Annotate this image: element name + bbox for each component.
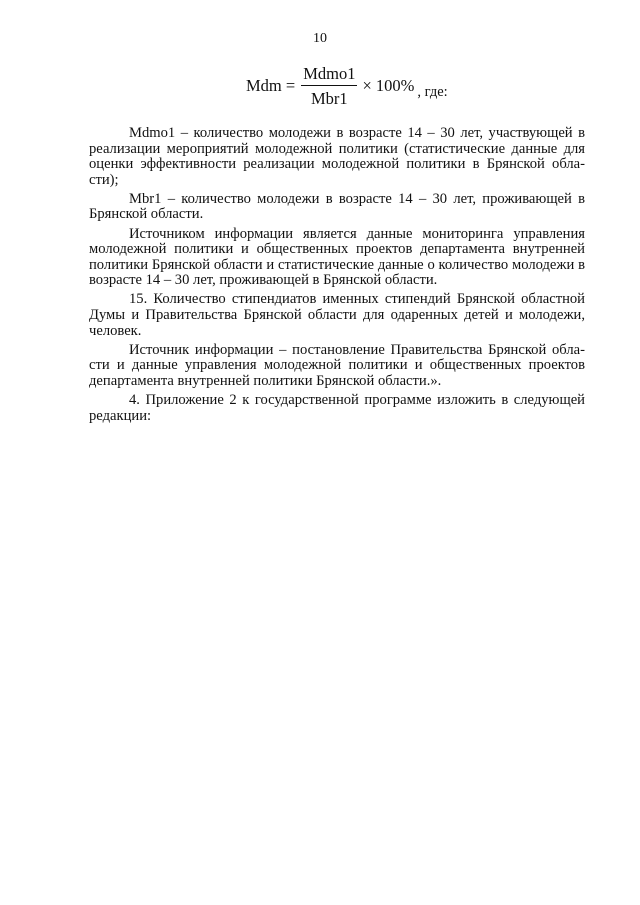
body-text [89,126,585,428]
formula-lhs: Mdm = [246,76,296,95]
formula-denominator: Mbr1 [310,89,348,108]
paragraph-info-source: Источником информации является данные мониторинга управления молодежной политики и общественных проектов департамента внутренней политики Брянской области и статистические данные о количество молодежи в возрасте 14 – 30 лет, проживающей в Брянской области. [89,225,585,289]
paragraph-indicator-15: 15. Количество стипендиатов именных стипендий Брянской областной Думы и Правительства Брянской области для одаренных детей и молодежи, человек. [89,291,585,339]
paragraph-item-4: 4. Приложение 2 к государственной программе изложить в следующей редакции: [89,392,585,424]
formula-suffix: , где: [417,83,448,100]
paragraph-mdmo1-definition: Mdmo1 – количество молодежи в возрасте 14 – 30 лет, участвующей в реализации мероприятий молодежной политики (статистические данные для оценки эффективности реализации молодежной политики в Брянской обла-сти); [89,125,585,188]
formula-fraction [301,65,357,108]
formula-multiplier: × 100% [362,76,415,95]
paragraph-mbr1-definition: Mbr1 – количество молодежи в возрасте 14 – 30 лет, проживающей в Брянской области. [89,190,585,223]
page-number: 10 [313,31,327,46]
formula [246,64,448,108]
paragraph-info-source-15: Источник информации – постановление Правительства Брянской обла-сти и данные управления молодежной политики и общественных проектов департамента внутренней политики Брянской области.». [89,341,585,389]
formula-numerator: Mdmo1 [303,63,356,83]
